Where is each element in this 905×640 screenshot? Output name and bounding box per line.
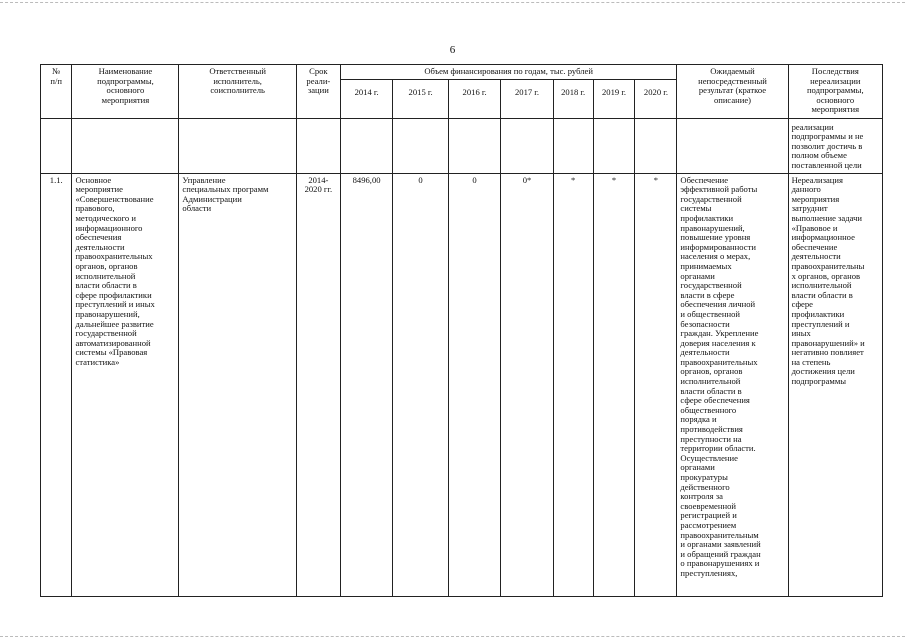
header-responsible: Ответственный исполнитель, соисполнитель xyxy=(179,65,296,119)
table-row xyxy=(41,173,883,596)
empty-cell xyxy=(41,118,72,173)
row-number: 1.1. xyxy=(41,173,72,596)
header-row xyxy=(41,65,883,80)
empty-cell xyxy=(72,118,179,173)
empty-cell xyxy=(340,118,392,173)
activity-name-body: «Совершенствование правового, методического и информационного обеспечения деятельности правоохранительных органов, органов исполнительной власти области в сфере профилактики преступлений и иных правонарушений, дальнейшее развитие государственной автоматизированной системы «Правовая статистика» xyxy=(75,193,155,367)
empty-cell xyxy=(593,118,635,173)
funding-value: * xyxy=(635,173,677,596)
empty-cell xyxy=(501,118,553,173)
header-name: Наименование подпрограммы, основного мероприятия xyxy=(72,65,179,119)
funding-value: * xyxy=(593,173,635,596)
continuation-consequences-cell xyxy=(788,118,882,173)
empty-cell xyxy=(179,118,296,173)
funding-value: 0* xyxy=(501,173,553,596)
bottom-scan-edge xyxy=(0,636,905,637)
header-year: 2018 г. xyxy=(553,79,593,118)
empty-cell xyxy=(393,118,449,173)
header-year: 2017 г. xyxy=(501,79,553,118)
funding-value: 0 xyxy=(393,173,449,596)
empty-cell xyxy=(553,118,593,173)
implementation-term: 2014- 2020 гг. xyxy=(296,173,340,596)
page-number: 6 xyxy=(449,44,456,56)
empty-cell xyxy=(677,118,788,173)
empty-cell xyxy=(448,118,500,173)
header-funding: Объем финансирования по годам, тыс. рублей xyxy=(340,65,677,80)
responsible-executor: Управление специальных программ Администрации области xyxy=(179,173,296,596)
continuation-row xyxy=(41,118,883,173)
header-year: 2020 г. xyxy=(635,79,677,118)
activity-name-title: Основное мероприятие xyxy=(75,174,123,195)
header-year: 2019 г. xyxy=(593,79,635,118)
header-year: 2014 г. xyxy=(340,79,392,118)
activity-name-cell xyxy=(72,173,179,596)
header-num: № п/п xyxy=(41,65,72,119)
header-consequences: Последствия нереализации подпрограммы, основного мероприятия xyxy=(788,65,882,119)
program-activities-table xyxy=(40,64,883,597)
top-scan-edge xyxy=(0,2,905,3)
funding-value: * xyxy=(553,173,593,596)
header-term: Срок реали- зации xyxy=(296,65,340,119)
empty-cell xyxy=(635,118,677,173)
header-year: 2016 г. xyxy=(448,79,500,118)
expected-result: Обеспечение эффективной работы государственной системы профилактики правонарушений, повышение уровня информированности населения о мерах, принимаемых органами государственной власти в сфере обеспечения личной и общественной безопасности граждан. Укрепление доверия населения к деятельности правоохранительных органов, органов исполнительной власти области в сфере обеспечения общественного порядка и противодействия преступности на территории области. Осуществление органами прокуратуры действенного контроля за своевременной регистрацией и рассмотрением правоохранительным и органами заявлений и обращений граждан о правонарушениях и преступлениях, xyxy=(677,173,788,596)
header-year: 2015 г. xyxy=(393,79,449,118)
funding-value: 8496,00 xyxy=(340,173,392,596)
funding-value: 0 xyxy=(448,173,500,596)
header-expected-result: Ожидаемый непосредственный результат (краткое описание) xyxy=(677,65,788,119)
consequences: Нереализация данного мероприятия затруднит выполнение задачи «Правовое и информационное обеспечение деятельности правоохранительны х органов, органов исполнительной власти области в сфере профилактики преступлений и иных правонарушений» и негативно повлияет на степень достижения цели подпрограммы xyxy=(788,173,882,596)
continuation-consequences-text: реализации подпрограммы и не позволит достичь в полном объеме поставленной цели xyxy=(791,121,864,170)
empty-cell xyxy=(296,118,340,173)
